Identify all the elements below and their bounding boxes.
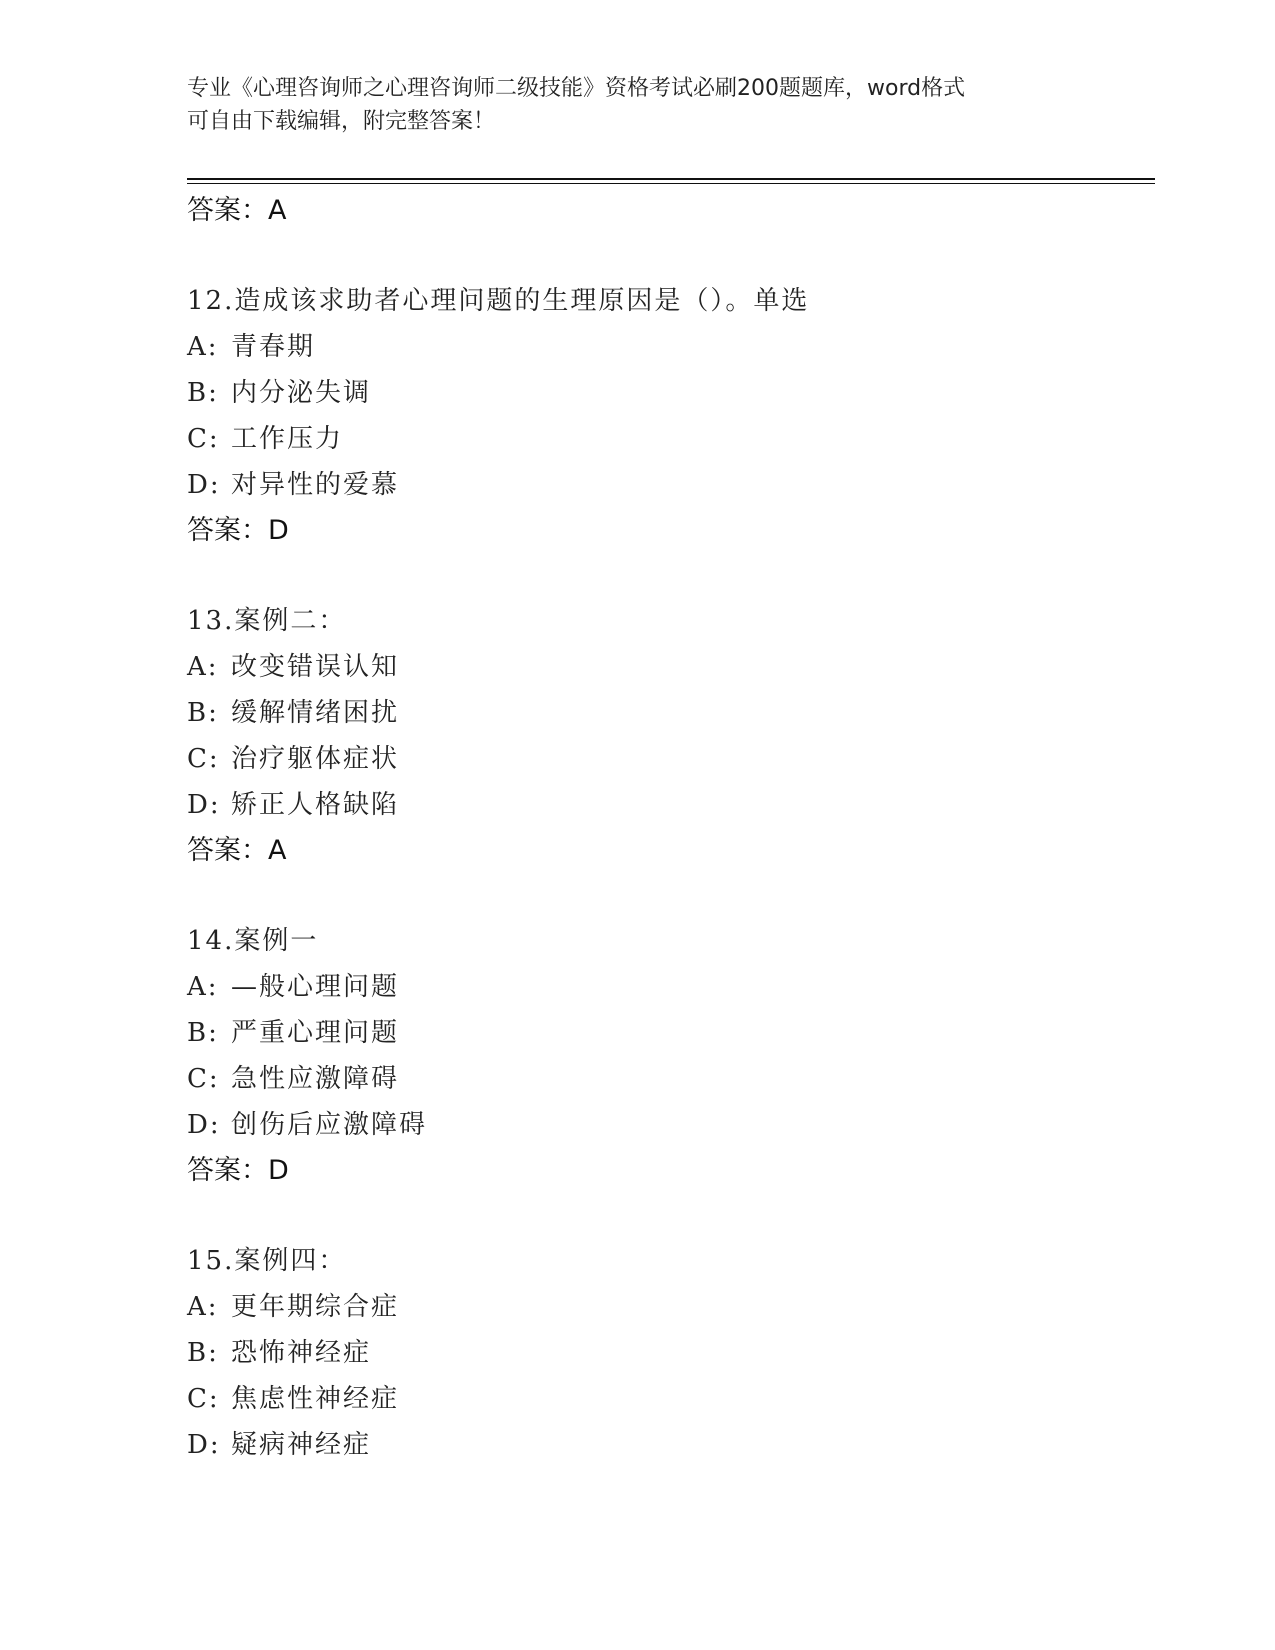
option-key: A:: [187, 332, 219, 362]
option-c: [187, 416, 1147, 462]
header-divider-thin: [187, 183, 1155, 184]
question-stem: 14.案例一: [187, 926, 319, 956]
option-key: A:: [187, 652, 219, 682]
header-line-1: 专业《心理咨询师之心理咨询师二级技能》资格考试必刷200题题库，word格式: [187, 76, 966, 101]
spacer: [187, 874, 1147, 918]
question-block-13: [187, 598, 1147, 874]
option-key: D:: [187, 790, 221, 820]
option-key: D:: [187, 1110, 221, 1140]
spacer: [187, 234, 1147, 278]
option-text: 恐怖神经症: [231, 1338, 372, 1368]
option-key: C:: [187, 1384, 220, 1414]
option-c: [187, 1056, 1147, 1102]
answer-line: 答案：D: [187, 1155, 289, 1186]
answer-line: 答案：A: [187, 835, 287, 866]
option-text: —般心理问题: [231, 972, 400, 1002]
option-key: B:: [187, 1018, 219, 1048]
option-c: [187, 736, 1147, 782]
option-text: 更年期综合症: [231, 1292, 400, 1322]
option-a: [187, 644, 1147, 690]
option-text: 改变错误认知: [231, 652, 400, 682]
option-a: [187, 964, 1147, 1010]
question-block-14: [187, 918, 1147, 1194]
option-text: 急性应激障碍: [231, 1064, 400, 1094]
option-text: 创伤后应激障碍: [231, 1110, 428, 1140]
option-key: C:: [187, 744, 220, 774]
option-text: 疑病神经症: [231, 1430, 372, 1460]
option-text: 焦虑性神经症: [231, 1384, 400, 1414]
option-text: 治疗躯体症状: [231, 744, 400, 774]
header-line-2: 可自由下载编辑，附完整答案！: [187, 109, 496, 134]
option-key: C:: [187, 1064, 220, 1094]
option-key: B:: [187, 378, 219, 408]
option-d: [187, 1102, 1147, 1148]
header-divider-thick: [187, 178, 1155, 180]
option-text: 严重心理问题: [231, 1018, 400, 1048]
question-list: [187, 188, 1147, 1468]
option-key: A:: [187, 1292, 219, 1322]
option-text: 青春期: [231, 332, 316, 362]
option-text: 缓解情绪困扰: [231, 698, 400, 728]
option-b: [187, 370, 1147, 416]
option-text: 对异性的爱慕: [231, 470, 400, 500]
option-key: B:: [187, 698, 219, 728]
spacer: [187, 1194, 1147, 1238]
previous-answer: 答案：A: [187, 195, 287, 226]
option-key: A:: [187, 972, 219, 1002]
answer-line: 答案：D: [187, 515, 289, 546]
option-b: [187, 1010, 1147, 1056]
document-header: [187, 72, 1067, 138]
option-d: [187, 1422, 1147, 1468]
option-b: [187, 690, 1147, 736]
option-d: [187, 782, 1147, 828]
question-block-12: [187, 278, 1147, 554]
option-b: [187, 1330, 1147, 1376]
option-c: [187, 1376, 1147, 1422]
spacer: [187, 554, 1147, 598]
option-a: [187, 1284, 1147, 1330]
option-key: D:: [187, 470, 221, 500]
option-a: [187, 324, 1147, 370]
option-d: [187, 462, 1147, 508]
option-key: B:: [187, 1338, 219, 1368]
option-key: C:: [187, 424, 220, 454]
option-text: 矫正人格缺陷: [231, 790, 400, 820]
question-stem: 15.案例四：: [187, 1246, 347, 1276]
question-block-15: [187, 1238, 1147, 1468]
option-text: 内分泌失调: [231, 378, 372, 408]
option-text: 工作压力: [231, 424, 344, 454]
option-key: D:: [187, 1430, 221, 1460]
question-stem: 12.造成该求助者心理问题的生理原因是（）。单选: [187, 286, 810, 316]
question-stem: 13.案例二：: [187, 606, 347, 636]
